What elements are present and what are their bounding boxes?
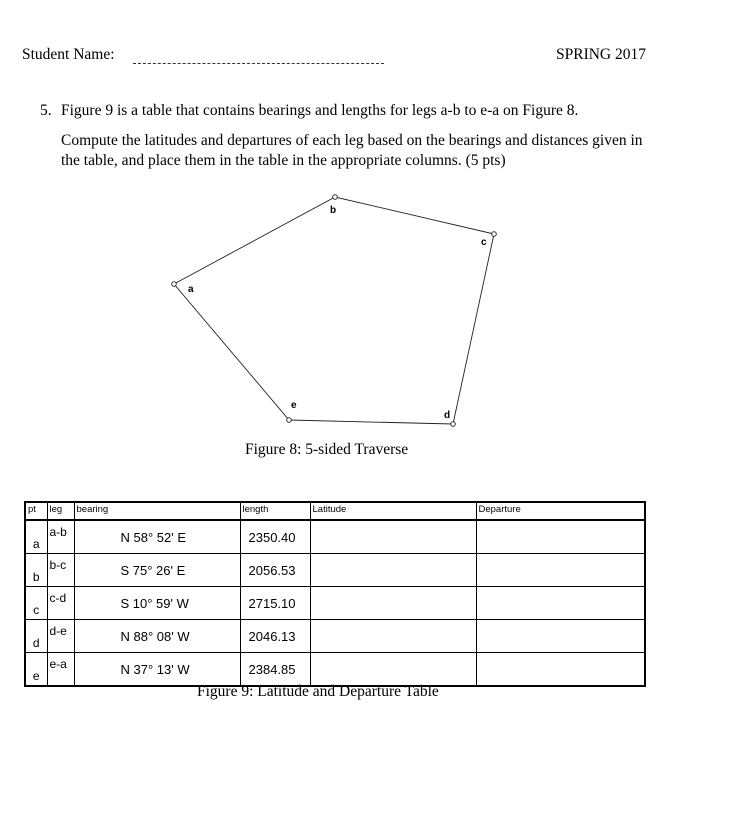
cell-pt: d [25, 620, 47, 653]
cell-leg: e-a [47, 653, 74, 687]
header-length: length [240, 502, 310, 520]
semester-label: SPRING 2017 [555, 46, 646, 63]
cell-latitude-input[interactable] [310, 620, 476, 653]
traverse-label-d: d [444, 410, 451, 421]
cell-bearing: N 37° 13' W [74, 653, 240, 687]
traverse-point-c [492, 232, 497, 237]
traverse-polygon [174, 197, 494, 424]
cell-latitude-input[interactable] [310, 587, 476, 620]
cell-departure-input[interactable] [476, 587, 645, 620]
traverse-label-b: b [330, 205, 337, 216]
question-number: 5. [40, 102, 52, 119]
table-row [25, 587, 645, 620]
traverse-label-c: c [481, 237, 487, 248]
cell-leg: b-c [47, 554, 74, 587]
header-leg: leg [47, 502, 74, 520]
table-row [25, 554, 645, 587]
cell-departure-input[interactable] [476, 620, 645, 653]
header-latitude: Latitude [310, 502, 476, 520]
cell-departure-input[interactable] [476, 554, 645, 587]
cell-bearing: N 88° 08' W [74, 620, 240, 653]
cell-length: 2046.13 [240, 620, 310, 653]
cell-latitude-input[interactable] [310, 653, 476, 687]
header-departure: Departure [476, 502, 645, 520]
traverse-point-b [333, 195, 338, 200]
traverse-point-e [287, 418, 292, 423]
table-row [25, 520, 645, 554]
table-row [25, 653, 645, 687]
cell-pt: c [25, 587, 47, 620]
cell-pt: e [25, 653, 47, 687]
cell-length: 2715.10 [240, 587, 310, 620]
table-header-row [25, 502, 645, 520]
table-row [25, 620, 645, 653]
figure8-caption: Figure 8: 5-sided Traverse [245, 441, 409, 458]
lat-dep-table [24, 501, 646, 687]
cell-leg: c-d [47, 587, 74, 620]
cell-bearing: S 10° 59' W [74, 587, 240, 620]
cell-pt: a [25, 520, 47, 554]
cell-latitude-input[interactable] [310, 554, 476, 587]
cell-bearing: N 58° 52' E [74, 520, 240, 554]
question-text-line1: Figure 9 is a table that contains bearings and lengths for legs a-b to e-a on Figure 8. [61, 102, 579, 119]
cell-leg: a-b [47, 520, 74, 554]
traverse-label-a: a [188, 284, 194, 295]
cell-pt: b [25, 554, 47, 587]
question-text-line2: Compute the latitudes and departures of each leg based on the bearings and distances given in the table, and place them in the table in the appropriate columns. (5 pts) [61, 132, 643, 169]
header-pt: pt [25, 502, 47, 520]
cell-latitude-input[interactable] [310, 520, 476, 554]
lat-dep-table-container [24, 501, 644, 683]
header-bearing: bearing [74, 502, 240, 520]
traverse-point-a [172, 282, 177, 287]
traverse-label-e: e [291, 400, 297, 411]
cell-departure-input[interactable] [476, 520, 645, 554]
cell-departure-input[interactable] [476, 653, 645, 687]
cell-leg: d-e [47, 620, 74, 653]
figure9-caption: Figure 9: Latitude and Departure Table [197, 683, 439, 700]
student-name-label: Student Name: [22, 46, 115, 63]
cell-bearing: S 75° 26' E [74, 554, 240, 587]
cell-length: 2056.53 [240, 554, 310, 587]
cell-length: 2350.40 [240, 520, 310, 554]
cell-length: 2384.85 [240, 653, 310, 687]
traverse-point-d [451, 422, 456, 427]
